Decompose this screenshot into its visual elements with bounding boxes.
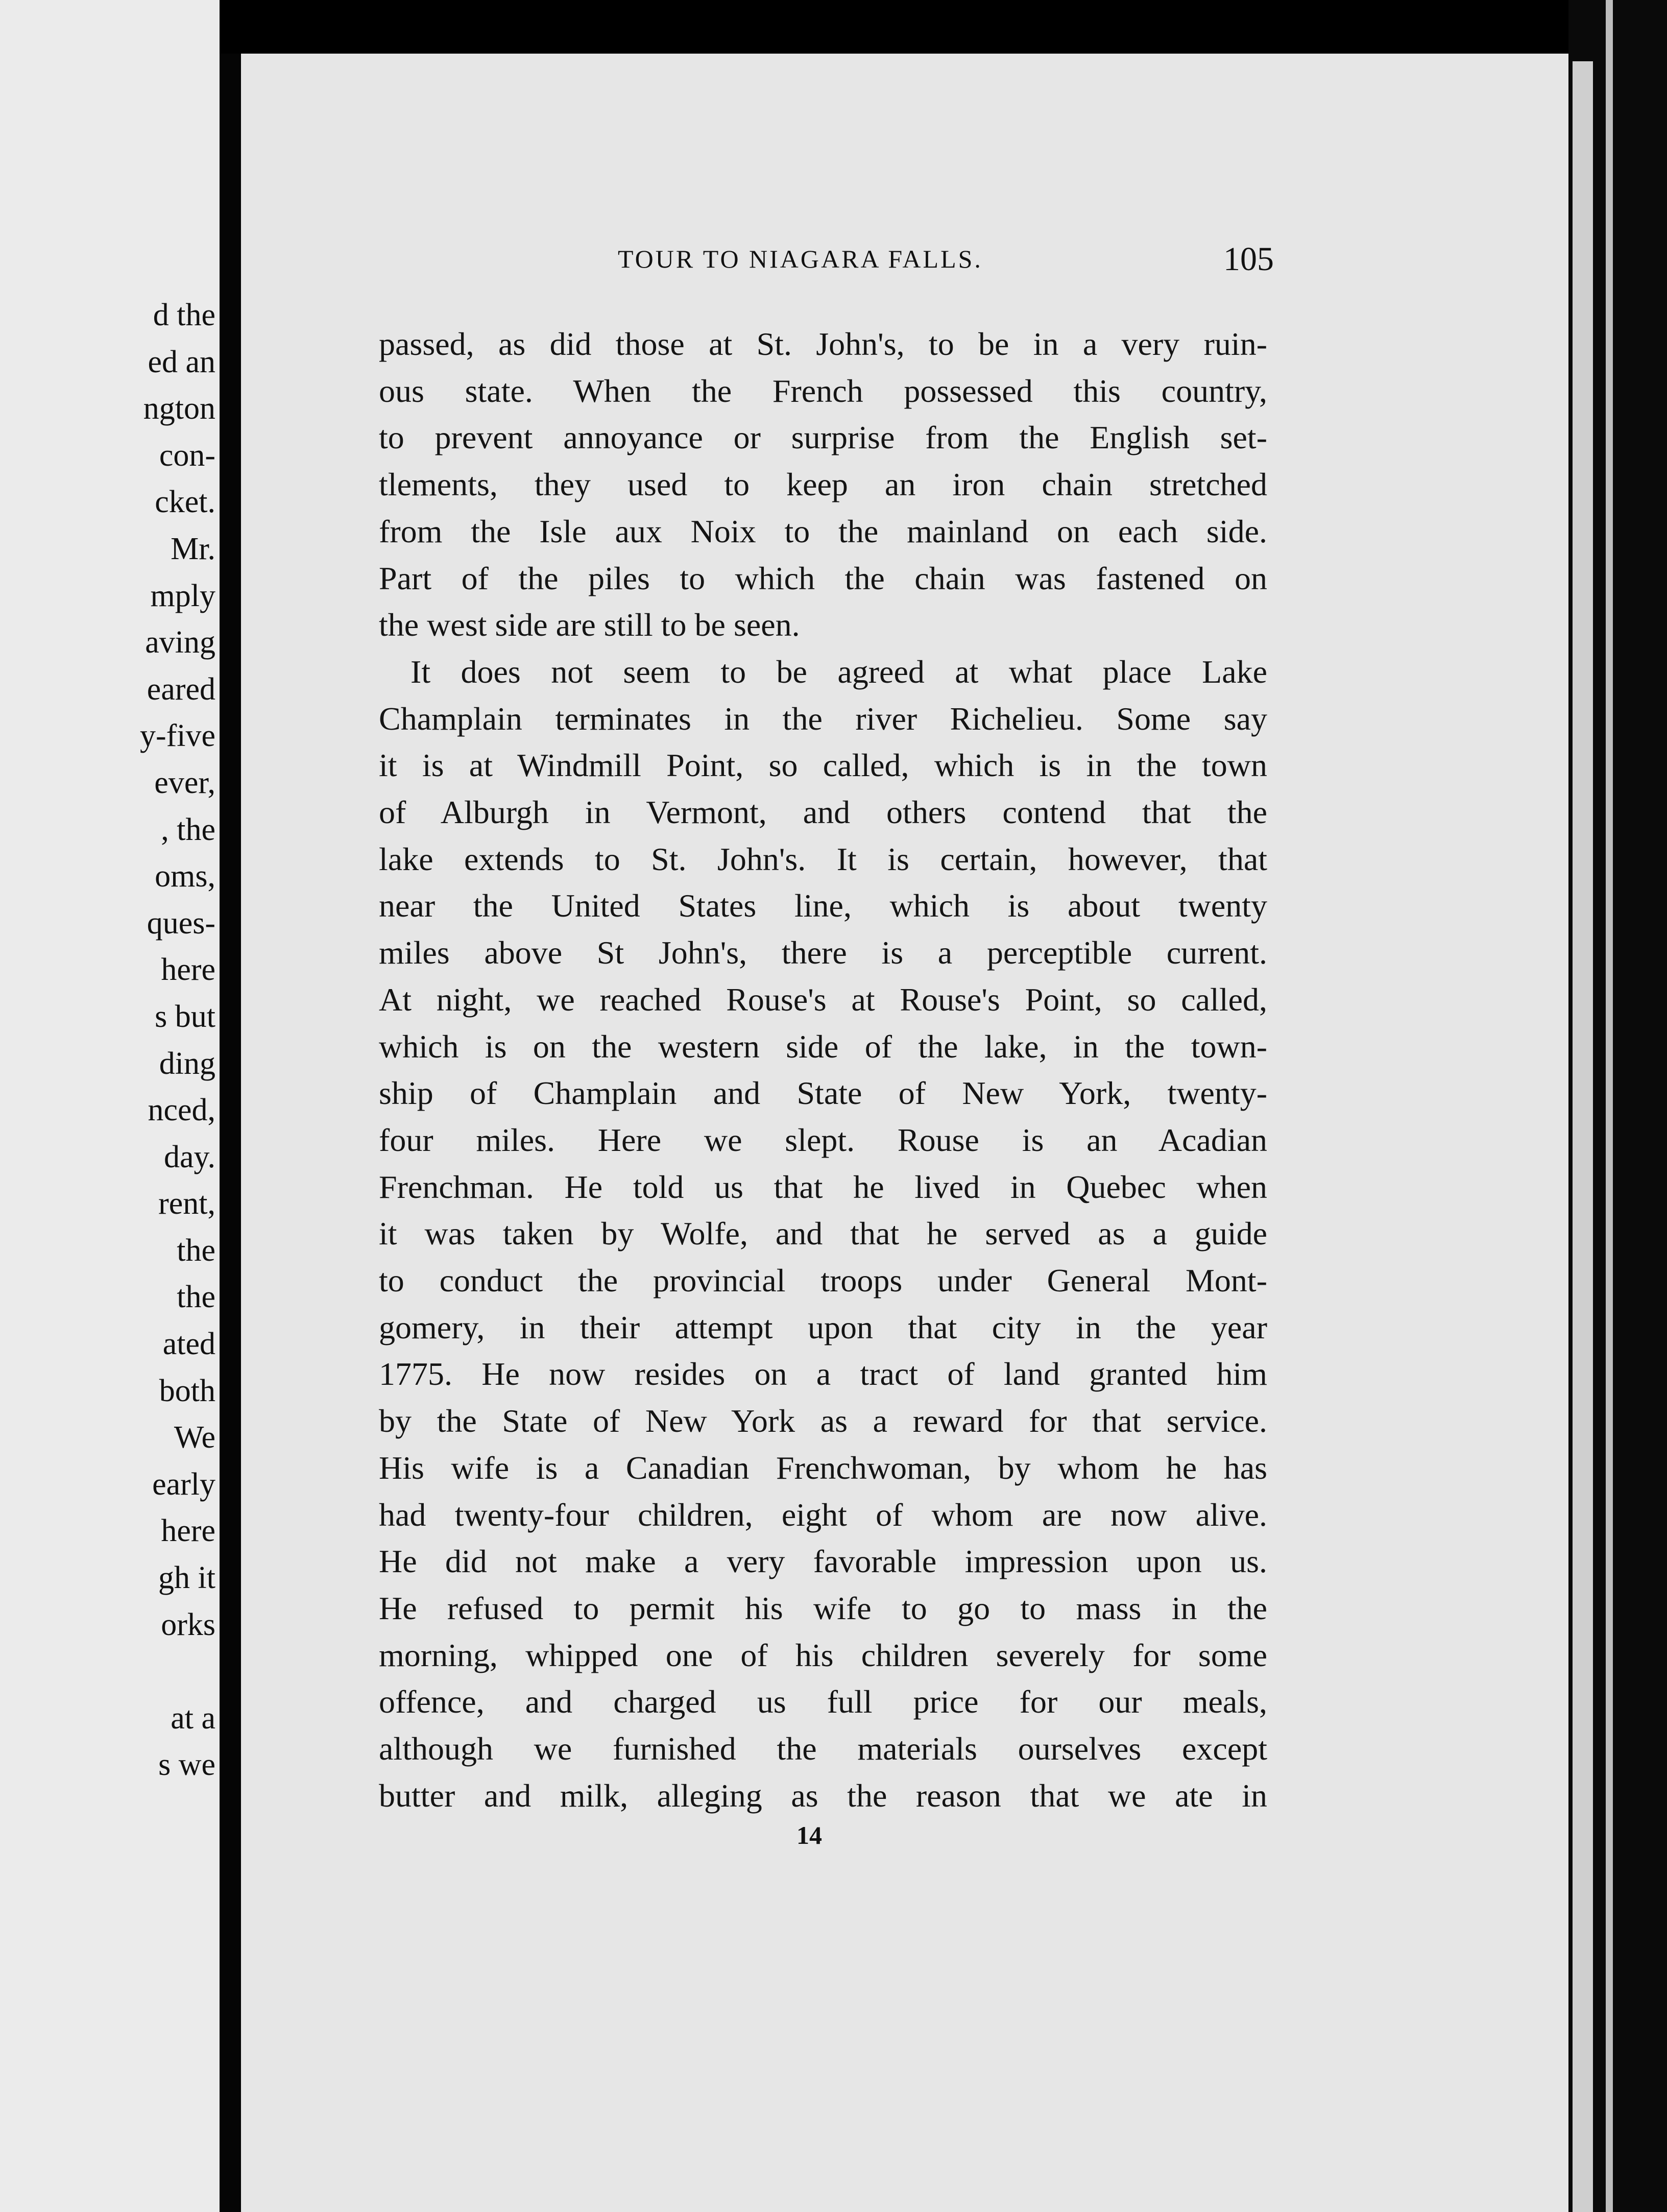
text-line: He refused to permit his wife to go to mass in the	[379, 1590, 1267, 1626]
left-page-line: ding	[159, 1046, 215, 1081]
left-page-line: s but	[155, 999, 215, 1034]
text-line: tlements, they used to keep an iron chain stretched	[379, 466, 1267, 503]
text-line: lake extends to St. John's. It is certain, however, that	[379, 840, 1267, 877]
text-line: 1775. He now resides on a tract of land granted him	[379, 1356, 1267, 1392]
left-page-line: eared	[147, 671, 215, 707]
top-border	[220, 0, 1573, 54]
left-page-line: ques-	[147, 905, 215, 941]
text-line: morning, whipped one of his children severely for some	[379, 1637, 1267, 1673]
left-page-line: oms,	[155, 859, 215, 894]
text-line: it was taken by Wolfe, and that he served as a guide	[379, 1215, 1267, 1252]
left-page-line	[140, 1648, 220, 1695]
left-page-line: both	[159, 1373, 215, 1408]
text-line: by the State of New York as a reward for that service.	[379, 1403, 1267, 1439]
left-page-line: con-	[159, 438, 215, 473]
left-page-line: the	[177, 1280, 215, 1315]
text-line: of Alburgh in Vermont, and others contend that the	[379, 794, 1267, 831]
text-line: passed, as did those at St. John's, to be in a very ruin-	[379, 326, 1267, 362]
text-line: Champlain terminates in the river Richelieu. Some say	[379, 700, 1267, 737]
left-page-line: We	[174, 1420, 215, 1455]
left-page-line: gh it	[158, 1560, 215, 1596]
text-line: At night, we reached Rouse's at Rouse's Point, so called,	[379, 981, 1267, 1018]
text-line: near the United States line, which is about twenty	[379, 887, 1267, 924]
left-page-line: cket.	[155, 485, 215, 520]
left-page-line: d the	[153, 298, 215, 332]
page-gutter	[220, 0, 241, 2212]
text-line: Frenchman. He told us that he lived in Quebec when	[379, 1168, 1267, 1205]
left-page-line: here	[161, 952, 215, 988]
running-head	[618, 241, 1274, 285]
left-page-line: orks	[161, 1607, 215, 1642]
left-page-line: here	[161, 1513, 215, 1549]
text-line: ous state. When the French possessed this country,	[379, 372, 1267, 409]
page-edge	[1573, 61, 1593, 2212]
left-page-text	[140, 292, 220, 1789]
left-page-line: , the	[161, 812, 215, 847]
signature-mark: 14	[796, 1821, 822, 1849]
left-page-line: s we	[158, 1747, 215, 1783]
left-facing-page	[0, 0, 220, 2212]
text-line: His wife is a Canadian Frenchwoman, by whom he has	[379, 1449, 1267, 1486]
text-line: It does not seem to be agreed at what place Lake	[410, 653, 1267, 690]
text-line: ship of Champlain and State of New York, twenty-	[379, 1075, 1267, 1112]
left-page-line: y-five	[139, 718, 215, 754]
body-text	[379, 321, 1267, 1819]
text-line: from the Isle aux Noix to the mainland on each side.	[379, 513, 1267, 549]
text-line: Part of the piles to which the chain was fastened on	[379, 560, 1267, 596]
text-line: to prevent annoyance or surprise from the English set-	[379, 419, 1267, 456]
text-line: it is at Windmill Point, so called, which is in the town	[379, 747, 1267, 784]
text-line: butter and milk, alleging as the reason that we ate in	[379, 1777, 1267, 1814]
left-page-line: ated	[162, 1327, 215, 1362]
left-page-line: day.	[164, 1139, 215, 1174]
left-page-line: aving	[145, 625, 215, 660]
left-page-line: the	[177, 1233, 215, 1268]
text-line: miles above St John's, there is a perceptible current.	[379, 934, 1267, 971]
left-page-line: Mr.	[171, 531, 215, 566]
left-page-line: mply	[150, 578, 215, 613]
left-page-line: ed an	[148, 344, 215, 379]
left-page-line: rent,	[158, 1186, 215, 1221]
text-line: which is on the western side of the lake, in the town-	[379, 1028, 1267, 1065]
text-line: to conduct the provincial troops under General Mont-	[379, 1262, 1267, 1299]
left-page-line: ever,	[154, 765, 215, 800]
left-page-line: nced,	[148, 1093, 215, 1128]
text-line: He did not make a very favorable impression upon us.	[379, 1543, 1267, 1580]
page-number: 105	[1223, 241, 1274, 278]
left-page-line: at a	[171, 1700, 215, 1736]
left-page-line: ngton	[143, 391, 215, 426]
text-line: although we furnished the materials ourselves except	[379, 1730, 1267, 1767]
text-line: the west side are still to be seen.	[379, 607, 800, 643]
left-page-line: early	[152, 1466, 215, 1502]
text-line: four miles. Here we slept. Rouse is an Acadian	[379, 1121, 1267, 1158]
page-edge-outer	[1606, 0, 1613, 2212]
running-title: TOUR TO NIAGARA FALLS.	[618, 245, 983, 273]
text-line: had twenty-four children, eight of whom are now alive.	[379, 1496, 1267, 1533]
text-line: gomery, in their attempt upon that city in the year	[379, 1309, 1267, 1345]
text-line: offence, and charged us full price for our meals,	[379, 1684, 1267, 1720]
